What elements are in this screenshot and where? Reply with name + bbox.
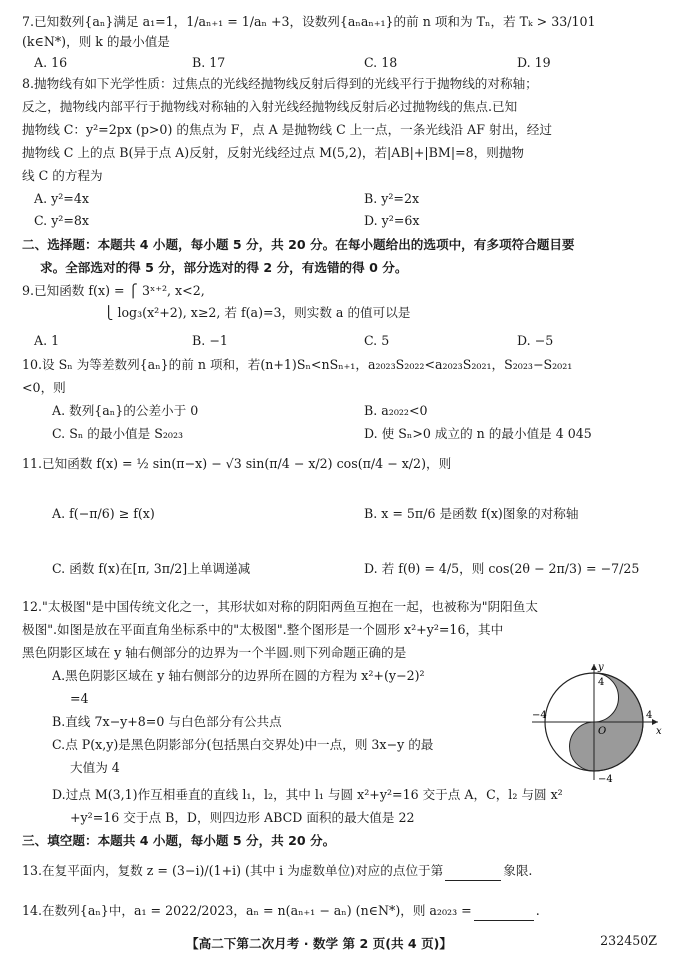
q12-stem-3: 黑色阴影区域在 y 轴右侧部分的边界为一个半圆.则下列命题正确的是 bbox=[22, 645, 407, 660]
label-origin: O bbox=[598, 726, 607, 737]
q13-stem bbox=[22, 862, 657, 881]
q7-stem-cont: (k∈N*)，则 k 的最小值是 bbox=[22, 34, 170, 49]
q10-option-d: D. 使 Sₙ>0 成立的 n 的最小值是 4 045 bbox=[364, 426, 592, 441]
q11-option-c: C. 函数 f(x)在[π, 3π/2]上单调递减 bbox=[52, 561, 251, 576]
q8-option-a: A. y²=4x bbox=[34, 191, 89, 206]
q10-stem-cont: <0，则 bbox=[22, 380, 66, 395]
q14-period: . bbox=[535, 903, 540, 918]
q9-option-b: B. −1 bbox=[192, 333, 228, 348]
q9-option-c: C. 5 bbox=[364, 333, 390, 348]
q8-option-c: C. y²=8x bbox=[34, 213, 90, 228]
q12-stem-1: 12."太极图"是中国传统文化之一，其形状如对称的阴阳两鱼互抱在一起，也被称为"阴阳鱼太 bbox=[22, 599, 538, 614]
q8-stem-2: 反之，抛物线内部平行于抛物线对称轴的入射光线经抛物线反射后必过抛物线的焦点.已知 bbox=[22, 99, 518, 114]
paper-code: 232450Z bbox=[600, 933, 657, 948]
q13-text: 13.在复平面内，复数 z = (3−i)/(1+i) (其中 i 为虚数单位)对应的点位于第 bbox=[22, 863, 444, 878]
q10-option-c: C. Sₙ 的最小值是 S₂₀₂₃ bbox=[52, 426, 184, 441]
q8-option-b: B. y²=2x bbox=[364, 191, 420, 206]
x-axis-arrow bbox=[652, 719, 658, 725]
q11-option-d: D. 若 f(θ) = 4/5，则 cos(2θ − 2π/3) = −7/25 bbox=[364, 561, 640, 576]
section-2-heading: 二、选择题：本题共 4 小题，每小题 5 分，共 20 分。在每小题给出的选项中，有多项符合题目要 bbox=[22, 237, 575, 252]
q11-stem: 11.已知函数 f(x) = ½ sin(π−x) − √3 sin(π/4 − x/2) cos(π/4 − x/2)，则 bbox=[22, 456, 452, 471]
q8-stem-3: 抛物线 C：y²=2px (p>0) 的焦点为 F，点 A 是抛物线 C 上一点，一条光线沿 AF 射出，经过 bbox=[22, 122, 552, 137]
q9-stem-2: ⎩ log₃(x²+2), x≥2, 若 f(a)=3，则实数 a 的值可以是 bbox=[104, 305, 411, 320]
label-y-axis: y bbox=[598, 662, 604, 673]
q7-stem: 7.已知数列{aₙ}满足 a₁=1，1/aₙ₊₁ = 1/aₙ +3，设数列{aₙaₙ₊₁}的前 n 项和为 Tₙ，若 Tₖ > 33/101 bbox=[22, 14, 596, 29]
q8-option-d: D. y²=6x bbox=[364, 213, 420, 228]
q12-option-d: D.过点 M(3,1)作互相垂直的直线 l₁，l₂，其中 l₁ 与圆 x²+y²=16 交于点 A，C，l₂ 与圆 x² bbox=[52, 787, 563, 802]
q13-text-end: 象限. bbox=[503, 863, 533, 878]
q14-stem bbox=[22, 902, 657, 921]
label-right: 4 bbox=[646, 710, 653, 721]
taiji-diagram bbox=[524, 660, 664, 784]
q7-option-c: C. 18 bbox=[364, 55, 398, 70]
label-bottom: −4 bbox=[598, 774, 613, 784]
q7-option-a: A. 16 bbox=[34, 55, 68, 70]
q8-stem-4: 抛物线 C 上的点 B(异于点 A)反射，反射光线经过点 M(5,2)，若|AB|+|BM|=8，则抛物 bbox=[22, 145, 525, 160]
page-footer: 【高二下第二次月考 · 数学 第 2 页(共 4 页)】 bbox=[186, 936, 453, 951]
q7-option-d: D. 19 bbox=[517, 55, 551, 70]
q9-option-a: A. 1 bbox=[34, 333, 60, 348]
q10-stem: 10.设 Sₙ 为等差数列{aₙ}的前 n 项和，若(n+1)Sₙ<nSₙ₊₁，a₂₀₂₃S₂₀₂₂<a₂₀₂₃S₂₀₂₁，S₂₀₂₃−S₂₀₂₁ bbox=[22, 357, 573, 372]
q14-text: 14.在数列{aₙ}中，a₁ = 2022/2023，aₙ = n(aₙ₊₁ − aₙ) (n∈N*)，则 a₂₀₂₃ = bbox=[22, 903, 472, 918]
y-axis-arrow bbox=[591, 664, 597, 670]
q12-option-d-cont: +y²=16 交于点 B，D，则四边形 ABCD 面积的最大值是 22 bbox=[70, 810, 415, 825]
q12-option-c: C.点 P(x,y)是黑色阴影部分(包括黑白交界处)中一点，则 3x−y 的最 bbox=[52, 737, 434, 752]
q9-option-d: D. −5 bbox=[517, 333, 554, 348]
q8-stem-5: 线 C 的方程为 bbox=[22, 168, 103, 183]
section-3-heading: 三、填空题：本题共 4 小题，每小题 5 分，共 20 分。 bbox=[22, 833, 336, 848]
q8-stem-1: 8.抛物线有如下光学性质：过焦点的光线经抛物线反射后得到的光线平行于抛物线的对称轴； bbox=[22, 76, 538, 91]
q12-option-c-cont: 大值为 4 bbox=[70, 760, 120, 775]
q11-option-b: B. x = 5π/6 是函数 f(x)图象的对称轴 bbox=[364, 506, 579, 521]
q12-option-a: A.黑色阴影区域在 y 轴右侧部分的边界所在圆的方程为 x²+(y−2)² bbox=[52, 668, 425, 683]
q10-option-a: A. 数列{aₙ}的公差小于 0 bbox=[52, 403, 199, 418]
label-top: 4 bbox=[598, 677, 605, 688]
q14-answer-blank[interactable] bbox=[474, 902, 534, 921]
q12-stem-2: 极图".如图是放在平面直角坐标系中的"太极图".整个图形是一个圆形 x²+y²=16，其中 bbox=[22, 622, 504, 637]
q13-answer-blank[interactable] bbox=[445, 862, 501, 881]
section-2-heading-cont: 求。全部选对的得 5 分，部分选对的得 2 分，有选错的得 0 分。 bbox=[40, 260, 408, 275]
q11-option-a: A. f(−π/6) ≥ f(x) bbox=[52, 506, 155, 521]
q7-option-b: B. 17 bbox=[192, 55, 226, 70]
q9-stem-1: 9.已知函数 f(x) = ⎧ 3ˣ⁺², x<2, bbox=[22, 283, 205, 298]
q12-option-a-cont: =4 bbox=[70, 691, 89, 706]
label-left: −4 bbox=[532, 710, 547, 721]
q12-option-b: B.直线 7x−y+8=0 与白色部分有公共点 bbox=[52, 714, 282, 729]
label-x-axis: x bbox=[656, 726, 662, 737]
q10-option-b: B. a₂₀₂₂<0 bbox=[364, 403, 428, 418]
